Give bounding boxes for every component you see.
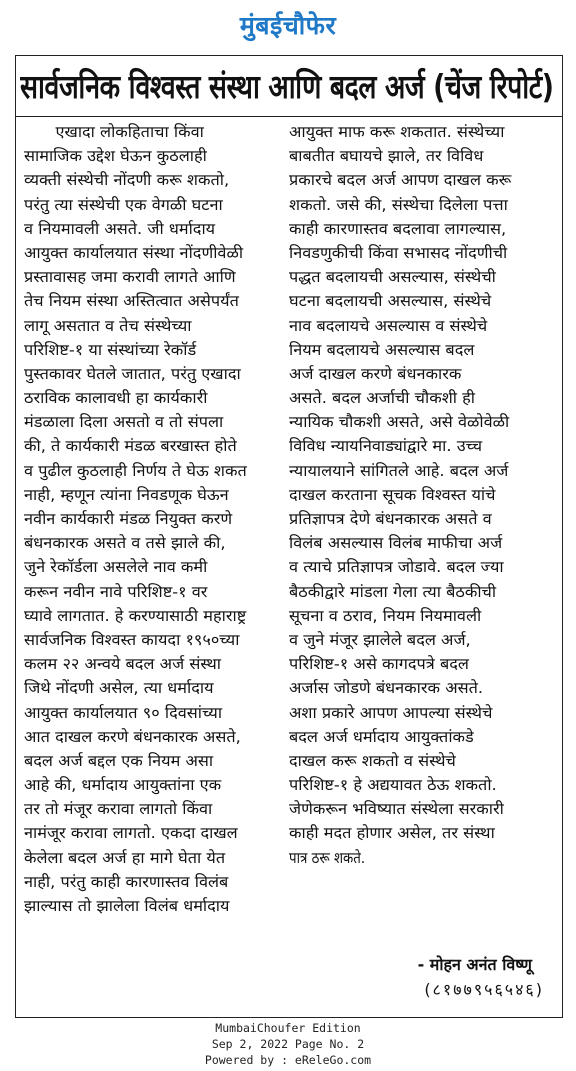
text-line [289,338,545,362]
text-line-content: करून नवीन नावे परिशिष्ट-१ वर [24,582,208,601]
text-line-content: अशा प्रकारे आपण आपल्या संस्थेचे [289,703,493,722]
text-line-content: जिथे नोंदणी असेल, त्या धर्मादाय [24,679,214,698]
text-line-content: तेच नियम संस्था अस्तित्वात असेपर्यंत [24,292,239,311]
text-line-content: परिशिष्ट-१ हे अद्ययावत ठेऊ शकतो. [289,776,497,795]
text-line [289,362,545,386]
text-line [24,459,280,483]
text-line-content: व्यक्ती संस्थेची नोंदणी करू शकतो, [24,171,230,190]
text-line [24,725,280,749]
text-line-content: तर तो मंजूर करावा लागतो किंवा [24,800,213,819]
text-line-content: निवडणुकीची किंवा सभासद नोंदणीची [289,243,508,262]
footer-powered-by: Powered by : eReleGo.com [204,1053,372,1067]
text-line-content: जुने रेकॉर्डला असलेले नाव कमी [24,558,208,577]
text-line [289,193,545,217]
text-line-content: विलंब असल्यास विलंब माफीचा अर्ज [289,534,503,553]
text-line-content: एखादा लोकहिताचा किंवा [55,123,204,141]
headline [20,62,558,112]
text-line-content: मंडळाला दिला असतो व तो संपला [24,413,224,432]
text-line-content: सूचना व ठराव, नियम नियमावली [289,606,482,625]
text-line-content: दाखल करताना सूचक विश्वस्त यांचे [289,485,496,504]
text-line [289,386,545,410]
left-column [24,120,280,918]
text-line [24,217,280,241]
masthead [0,8,576,42]
text-line [289,725,545,749]
text-line [24,894,280,918]
text-line-content: नाव बदलायचे असल्यास व संस्थेचे [289,316,488,335]
text-line [24,362,280,386]
text-line [289,265,545,289]
text-line [24,628,280,652]
text-line [24,120,280,144]
text-line-content: घटना बदलायची असल्यास, संस्थेचे [289,292,492,311]
text-line [24,604,280,628]
text-line [24,483,280,507]
text-line-content: विविध न्यायनिवाड्यांद्वारे मा. उच्च [289,437,483,456]
text-line-content: सार्वजनिक विश्वस्त कायदा १९५०च्या [24,630,240,649]
text-line [289,628,545,652]
text-line-content: प्रकारचे बदल अर्ज आपण दाखल करू [289,171,512,190]
right-column [289,120,545,870]
text-line-content: काही कारणास्तव बदलावा लागल्यास, [289,219,507,238]
text-line-content: आयुक्त कार्यालयात ९० दिवसांच्या [24,703,223,722]
text-line [24,241,280,265]
author-phone: (८१७७९५६५४६) [424,980,544,999]
text-line [24,168,280,192]
text-line [289,314,545,338]
text-line-content: व नियमावली असते. जी धर्मादाय [24,219,216,238]
text-line [289,459,545,483]
text-line [24,701,280,725]
text-line [24,507,280,531]
text-line [24,386,280,410]
text-line [289,676,545,700]
text-line-content: नाही, म्हणून त्यांना निवडणूक घेऊन [24,485,229,504]
text-line-content: नियम बदलायचे असल्यास बदल [289,340,475,359]
text-line-content: बाबतीत बघायचे झाले, तर विविध [289,147,484,166]
text-line-content: दाखल करू शकतो व संस्थेचे [289,751,456,770]
text-line [289,749,545,773]
text-line-content: घ्यावे लागतात. हे करण्यासाठी महाराष्ट्र [24,606,247,625]
text-line-content: बदल अर्ज धर्मादाय आयुक्तांकडे [289,727,474,746]
text-line [24,676,280,700]
text-line-content: परिशिष्ट-१ या संस्थांच्या रेकॉर्ड [24,340,197,359]
text-line [24,652,280,676]
text-line-content: पुस्तकावर घेतले जातात, परंतु एखादा [24,364,241,383]
article-box [15,55,563,1018]
text-line-content: परंतु त्या संस्थेची एक वेगळी घटना [24,195,223,214]
text-line [289,144,545,168]
text-line-content: नामंजूर करावा लागतो. एकदा दाखल [24,824,238,843]
text-line-content: व जुने मंजूर झालेले बदल अर्ज, [289,630,471,649]
headline-text: सार्वजनिक विश्वस्त संस्था आणि बदल अर्ज (चेंज रिपोर्ट) [20,67,554,106]
text-line [24,193,280,217]
text-line-content: परिशिष्ट-१ असे कागदपत्रे बदल [289,655,469,674]
text-line [289,652,545,676]
text-line-content: आहे की, धर्मादाय आयुक्तांना एक [24,776,222,795]
text-line [289,217,545,241]
text-line-content: व पुढील कुठलाही निर्णय ते घेऊ शकत [24,461,247,480]
text-line-content: प्रस्तावासह जमा करावी लागते आणि [24,268,236,287]
text-line-content: प्रतिज्ञापत्र देणे बंधनकारक असते व [289,510,492,528]
text-line-content: ठराविक कालावधी हा कार्यकारी [24,389,208,408]
footer-date-page: Sep 2, 2022 Page No. 2 [211,1037,365,1051]
text-line [289,604,545,628]
text-line [289,797,545,821]
text-line-content: लागू असतात व तेच संस्थेच्या [24,316,192,335]
page-footer [0,1020,576,1068]
text-line-content: आत दाखल करणे बंधनकारक असते, [24,727,241,746]
text-line [289,410,545,434]
text-line [24,749,280,773]
text-line [289,821,545,845]
text-line-content: पात्र ठरू शकते. [289,848,366,867]
headline-divider [16,116,562,117]
text-line-content: आयुक्त कार्यालयात संस्था नोंदणीवेळी [24,243,244,262]
text-line-content: बंधनकारक असते व तसे झाले की, [24,534,226,553]
text-line [289,168,545,192]
text-line [289,846,545,870]
text-line [24,144,280,168]
text-line-content: पद्धत बदलायची असल्यास, संस्थेची [289,268,496,287]
text-line-content: कलम २२ अन्वये बदल अर्ज संस्था [24,655,221,674]
masthead-title: मुंबईचौफेर [239,11,337,40]
text-line-content: नवीन कार्यकारी मंडळ नियुक्त करणे [24,510,233,528]
text-line-content: जेणेकरून भविष्यात संस्थेला सरकारी [289,800,504,819]
text-line [24,821,280,845]
text-line-content: की, ते कार्यकारी मंडळ बरखास्त होते [24,437,237,456]
text-line [24,846,280,870]
text-line-content: बदल अर्ज बद्दल एक नियम असा [24,751,214,770]
text-line [289,507,545,531]
text-line [24,289,280,313]
text-line [24,555,280,579]
text-line [24,265,280,289]
text-line [289,483,545,507]
text-line [24,434,280,458]
text-line-content: काही मदत होणार असेल, तर संस्था [289,824,495,843]
text-line [24,410,280,434]
text-line-content: शकतो. जसे की, संस्थेचा दिलेला पत्ता [289,195,508,214]
text-line-content: केलेला बदल अर्ज हा मागे घेता येत [24,848,226,867]
text-line [289,120,545,144]
text-line [24,531,280,555]
text-line-content: न्यायालयाने सांगितले आहे. बदल अर्ज [289,461,509,480]
text-line [24,870,280,894]
text-line-content: आयुक्त माफ करू शकतात. संस्थेच्या [289,123,505,141]
text-line [289,289,545,313]
author-byline: - मोहन अनंत विष्णू [417,955,532,974]
text-line-content: नाही, परंतु काही कारणास्तव विलंब [24,872,229,891]
text-line [24,797,280,821]
text-line [24,580,280,604]
text-line [289,580,545,604]
text-line [289,531,545,555]
text-line-content: सामाजिक उद्देश घेऊन कुठलाही [24,147,207,166]
text-line [289,701,545,725]
text-line-content: व त्याचे प्रतिज्ञापत्र जोडावे. बदल ज्या [289,558,504,577]
text-line [289,241,545,265]
text-line-content: न्यायिक चौकशी असते, असे वेळोवेळी [289,413,510,432]
footer-edition: MumbaiChoufer Edition [215,1021,361,1035]
text-line [24,338,280,362]
text-line [24,773,280,797]
text-line-content: असते. बदल अर्जाची चौकशी ही [289,389,476,408]
text-line [289,773,545,797]
text-line-content: अर्ज दाखल करणे बंधनकारक [289,364,462,383]
text-line-content: अर्जास जोडणे बंधनकारक असते. [289,679,484,698]
text-line-content: झाल्यास तो झालेला विलंब धर्मादाय [24,897,230,915]
text-line [289,434,545,458]
text-line [24,314,280,338]
text-line-content: बैठकीद्वारे मांडला गेला त्या बैठकीची [289,582,497,601]
text-line [289,555,545,579]
